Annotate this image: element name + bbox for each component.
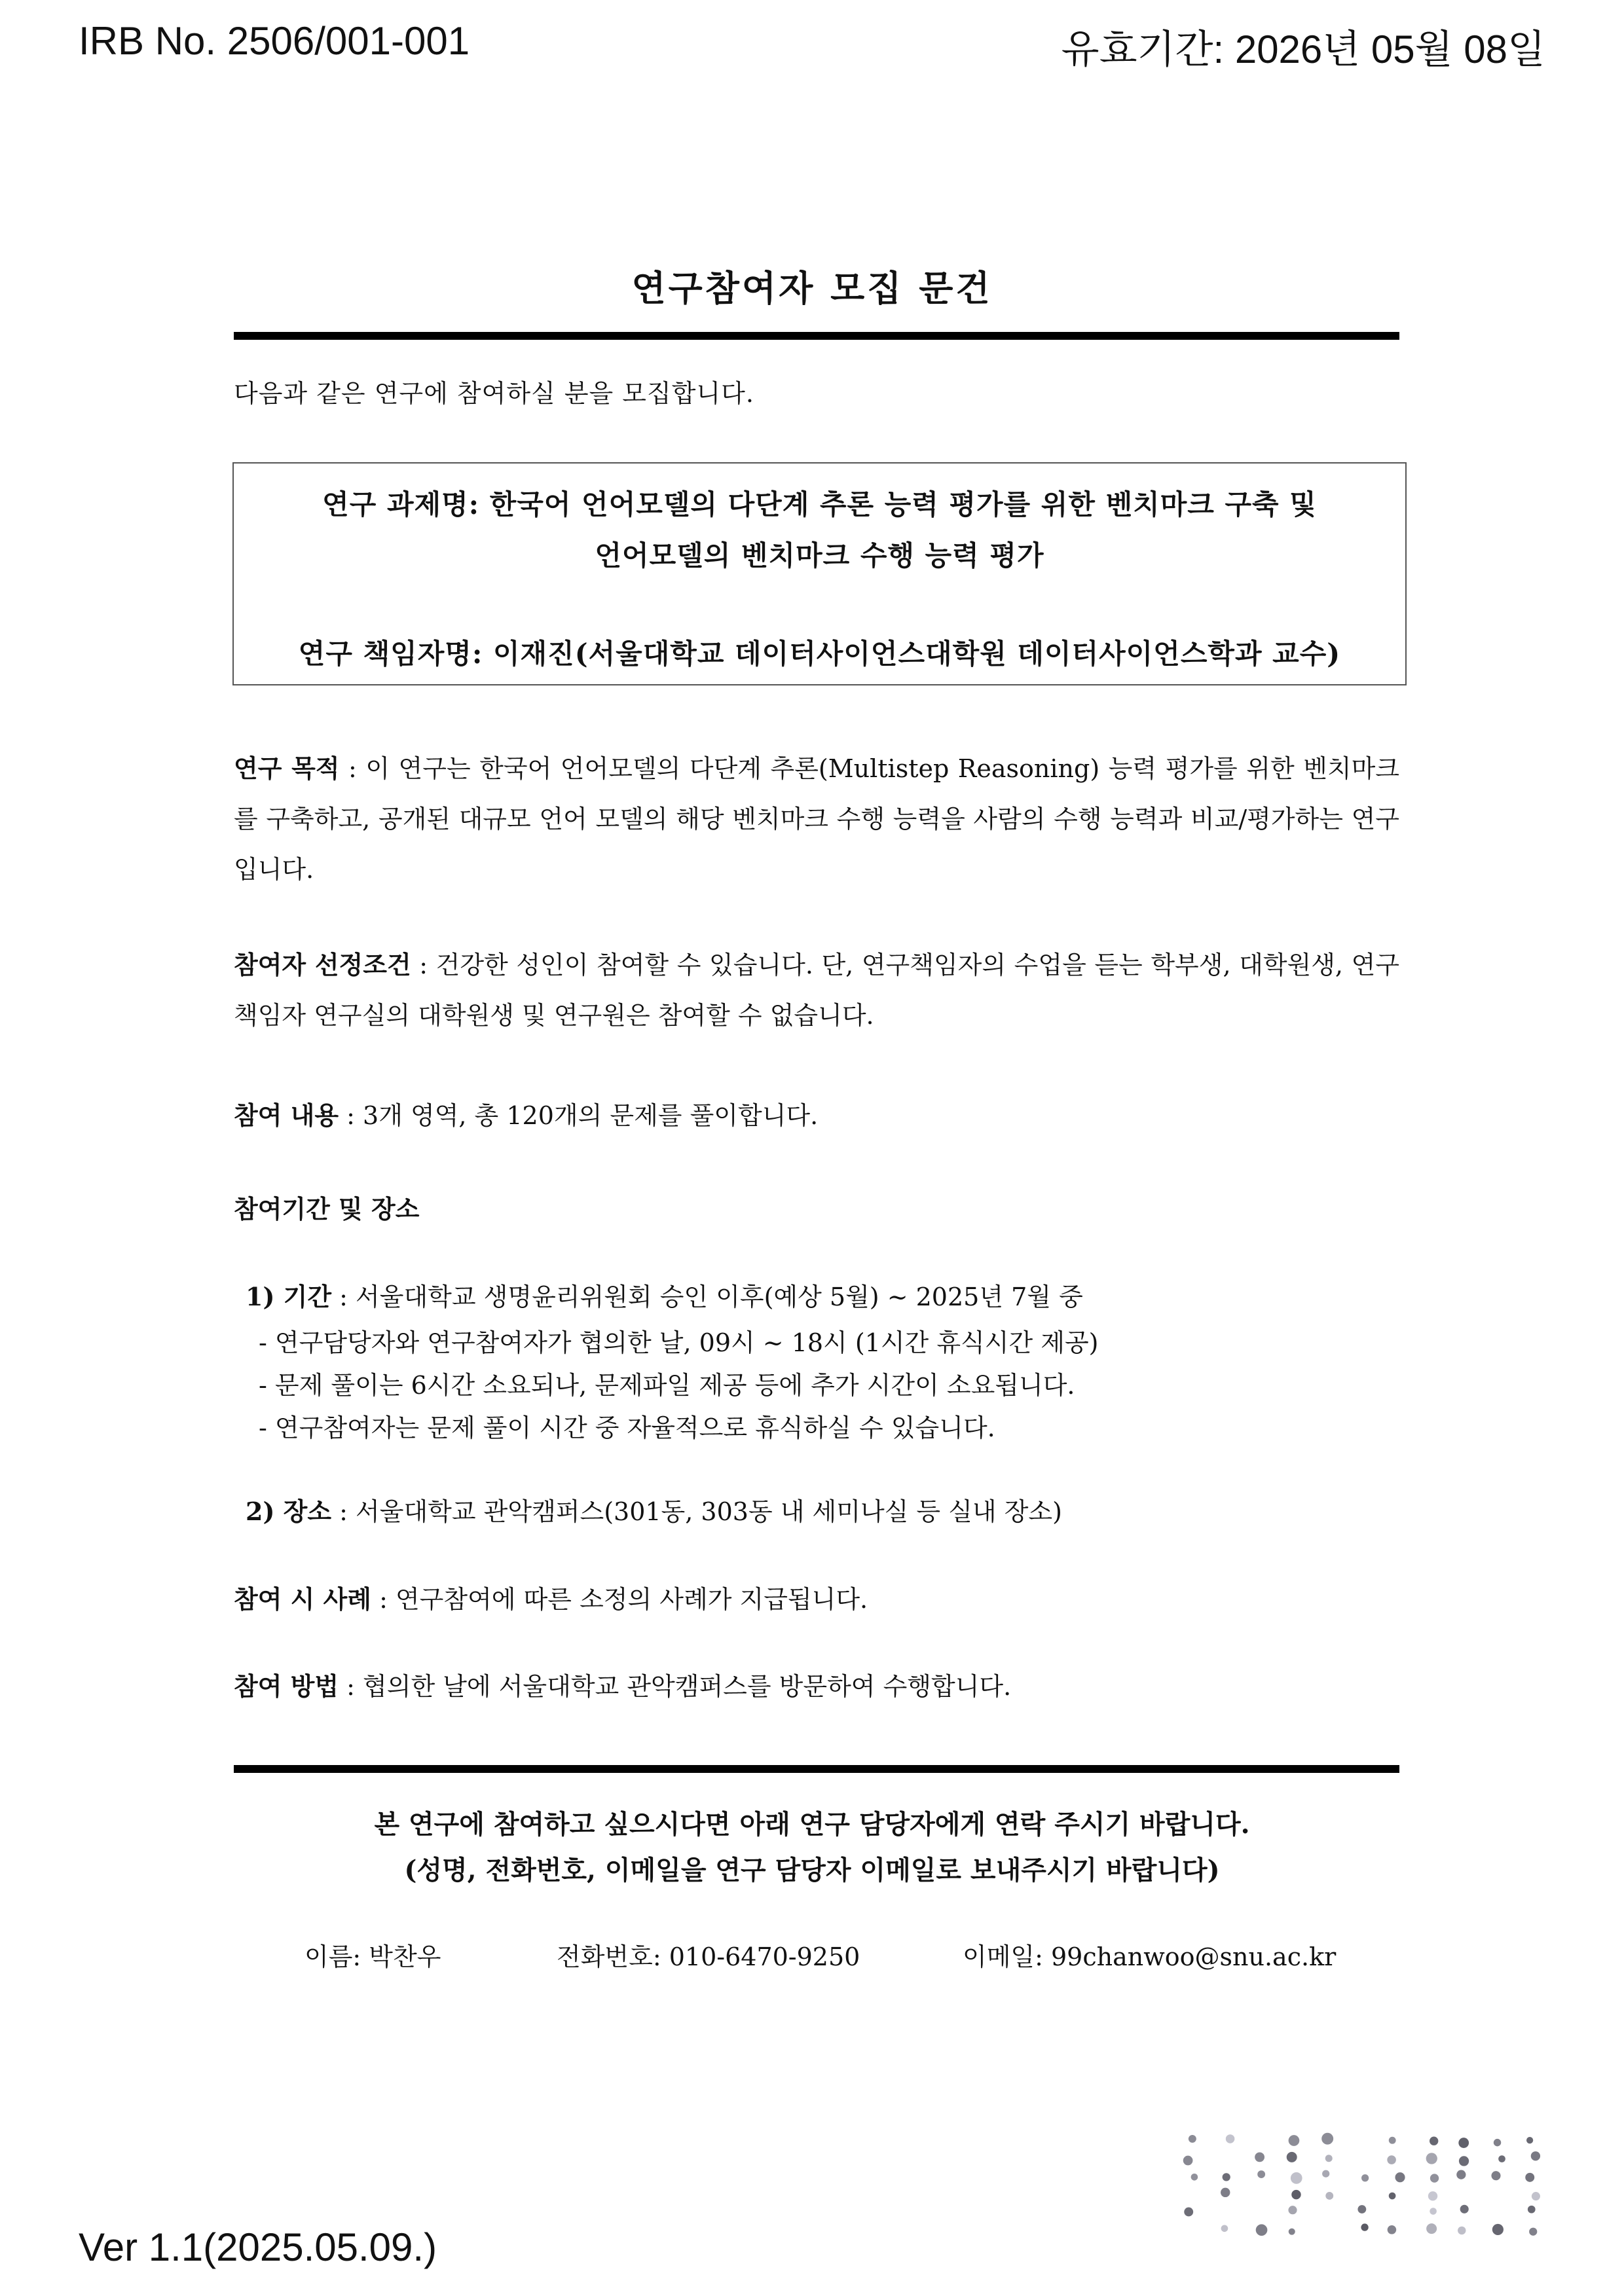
- document-title: 연구참여자 모집 문건: [631, 267, 993, 309]
- eligibility-label: 참여자 선정조건: [234, 950, 411, 979]
- period-text: : 서울대학교 생명윤리위원회 승인 이후(예상 5월) ~ 2025년 7월 중: [331, 1283, 1083, 1311]
- snu-dotted-logo-icon: [1179, 2131, 1565, 2242]
- project-info-box: [232, 462, 1407, 685]
- version-label: Ver 1.1(2025.05.09.): [79, 2225, 437, 2269]
- eligibility-section: [234, 939, 1399, 1041]
- contact-divider: [234, 1765, 1399, 1773]
- purpose-section: [234, 743, 1399, 895]
- content-label: 참여 내용: [234, 1101, 339, 1130]
- irb-number: IRB No. 2506/001-001: [79, 19, 470, 63]
- purpose-label: 연구 목적: [234, 754, 340, 783]
- place-label: 2) 장소: [246, 1497, 332, 1526]
- period-note: - 연구참여자는 문제 풀이 시간 중 자율적으로 휴식하실 수 있습니다.: [259, 1413, 995, 1442]
- contact-email: 이메일: 99chanwoo@snu.ac.kr: [963, 1942, 1337, 1971]
- validity-period: 유효기간: 2026년 05월 08일: [1061, 27, 1545, 71]
- period-place-title: 참여기간 및 장소: [234, 1194, 420, 1224]
- period-label: 1) 기간: [246, 1282, 332, 1311]
- principal-investigator: 연구 책임자명: 이재진(서울대학교 데이터사이언스대학원 데이터사이언스학과 교수): [298, 638, 1341, 670]
- method-text: : 협의한 날에 서울대학교 관악캠퍼스를 방문하여 수행합니다.: [339, 1672, 1012, 1701]
- project-title-line1: 연구 과제명: 한국어 언어모델의 다단계 추론 능력 평가를 위한 벤치마크 구축 및: [322, 488, 1317, 520]
- period-note: - 문제 풀이는 6시간 소요되나, 문제파일 제공 등에 추가 시간이 소요됩니다.: [259, 1371, 1075, 1400]
- method-section: [234, 1666, 1011, 1702]
- place-line: [246, 1491, 1062, 1527]
- reward-label: 참여 시 사례: [234, 1584, 371, 1614]
- period-note: - 연구담당자와 연구참여자가 협의한 날, 09시 ~ 18시 (1시간 휴식시간 제공): [259, 1328, 1099, 1357]
- title-divider: [234, 332, 1399, 340]
- content-section: [234, 1090, 1399, 1141]
- intro-text: 다음과 같은 연구에 참여하실 분을 모집합니다.: [234, 379, 754, 408]
- place-text: : 서울대학교 관악캠퍼스(301동, 303동 내 세미나실 등 실내 장소): [331, 1497, 1062, 1526]
- reward-section: [234, 1579, 868, 1615]
- contact-message: 본 연구에 참여하고 싶으시다면 아래 연구 담당자에게 연락 주시기 바랍니다.: [374, 1809, 1250, 1840]
- project-title-line2: 언어모델의 벤치마크 수행 능력 평가: [595, 539, 1044, 572]
- purpose-text: : 이 연구는 한국어 언어모델의 다단계 추론(Multistep Reasoning) 능력 평가를 위한 벤치마크를 구축하고, 공개된 대규모 언어 모델의 해당 벤치마크 수행 능력을 사람의 수행 능력과 비교/평가하는 연구입니다.: [234, 754, 1399, 884]
- content-text: : 3개 영역, 총 120개의 문제를 풀이합니다.: [339, 1101, 819, 1130]
- eligibility-text: : 건강한 성인이 참여할 수 있습니다. 단, 연구책임자의 수업을 듣는 학부생, 대학원생, 연구책임자 연구실의 대학원생 및 연구원은 참여할 수 없습니다.: [234, 951, 1400, 1030]
- period-line: [246, 1277, 1083, 1313]
- method-label: 참여 방법: [234, 1671, 339, 1701]
- contact-note: (성명, 전화번호, 이메일을 연구 담당자 이메일로 보내주시기 바랍니다): [404, 1855, 1220, 1886]
- reward-text: : 연구참여에 따른 소정의 사례가 지급됩니다.: [371, 1585, 868, 1614]
- contact-phone: 전화번호: 010-6470-9250: [557, 1942, 860, 1971]
- contact-name: 이름: 박찬우: [304, 1942, 441, 1971]
